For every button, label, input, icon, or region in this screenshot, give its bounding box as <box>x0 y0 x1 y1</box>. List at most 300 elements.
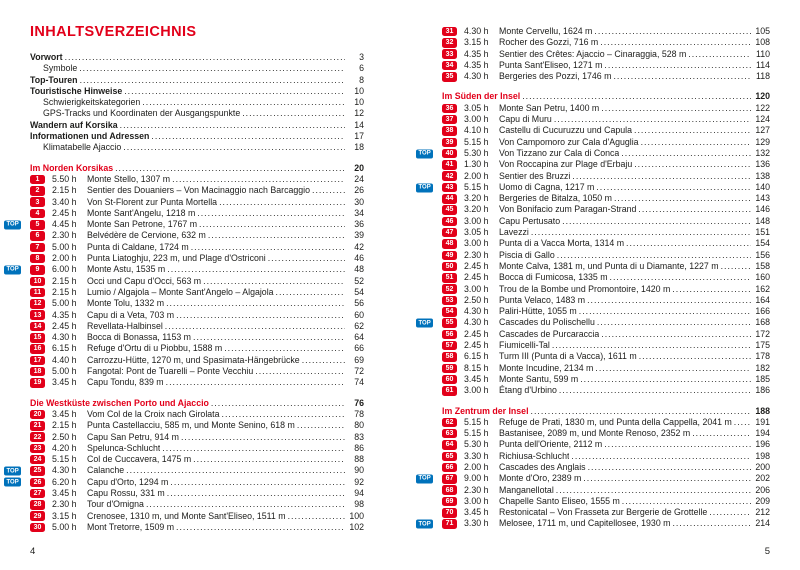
entry-page-number: 18 <box>354 142 364 153</box>
dot-leader <box>79 63 345 74</box>
dot-leader <box>600 37 751 48</box>
tour-duration: 4.35 h <box>464 59 489 70</box>
tour-duration: 3.00 h <box>464 215 489 226</box>
tour-number-badge: 16 <box>30 344 45 354</box>
dot-leader <box>276 287 345 298</box>
dot-leader <box>721 261 751 272</box>
tour-page-number: 64 <box>354 332 364 343</box>
front-matter-list <box>30 52 364 154</box>
dot-leader <box>634 125 751 136</box>
tour-page-number: 132 <box>755 147 770 158</box>
tour-duration: 2.15 h <box>52 185 77 196</box>
dot-leader <box>191 242 345 253</box>
toc-front-matter-row <box>30 142 364 153</box>
entry-label: Touristische Hinweise <box>30 85 123 96</box>
tour-number-badge: 36 <box>442 104 457 114</box>
dot-leader <box>219 197 345 208</box>
tour-title: Capu San Petru, 914 m <box>87 431 179 442</box>
toc-tour-row <box>30 355 364 366</box>
dot-leader <box>120 120 345 131</box>
toc-tour-row <box>442 284 770 295</box>
toc-tour-row <box>418 473 770 484</box>
toc-tour-row <box>442 428 770 439</box>
toc-tour-row <box>30 242 364 253</box>
toc-tour-row <box>30 298 364 309</box>
dot-leader <box>597 317 751 328</box>
tour-title: Monte Santu, 599 m <box>499 373 579 384</box>
section-heading: Im Süden der Insel <box>442 91 521 102</box>
toc-tour-row <box>442 103 770 114</box>
dot-leader <box>255 366 345 377</box>
top-tour-badge: TOP <box>4 265 21 274</box>
tour-duration: 3.45 h <box>52 377 77 388</box>
dot-leader <box>522 91 751 102</box>
tour-number-badge: 43 <box>442 183 457 193</box>
entry-label: GPS-Tracks und Koordinaten der Ausgangspunkte <box>43 108 241 119</box>
tour-title: Capu di Muru <box>499 114 552 125</box>
dot-leader <box>556 485 751 496</box>
dot-leader <box>222 409 345 420</box>
tour-number-badge: 24 <box>30 455 45 465</box>
tour-number-badge: 48 <box>442 239 457 249</box>
tour-title: Punta Sant'Eliseo, 1271 m <box>499 59 603 70</box>
tour-title: Cascades des Anglais <box>499 461 586 472</box>
dot-leader <box>172 174 345 185</box>
toc-tour-row <box>6 465 364 476</box>
toc-tour-row <box>442 451 770 462</box>
tour-number-badge: 22 <box>30 432 45 442</box>
section-heading: Im Zentrum der Insel <box>442 405 529 416</box>
tour-number-badge: 14 <box>30 322 45 332</box>
tour-title: Manganellotal <box>499 484 554 495</box>
toc-tour-row <box>30 253 364 264</box>
toc-tour-row <box>30 488 364 499</box>
tour-number-badge: 37 <box>442 115 457 125</box>
tour-title: Monte San Petrone, 1767 m <box>87 219 198 230</box>
tour-page-number: 129 <box>755 136 770 147</box>
tour-page-number: 72 <box>354 366 364 377</box>
tour-title: Cascades de Purcaraccia <box>499 328 600 339</box>
dot-leader <box>604 439 751 450</box>
tour-page-number: 148 <box>755 215 770 226</box>
tour-duration: 5.15 h <box>464 136 489 147</box>
dot-leader <box>557 250 751 261</box>
tour-number-badge: 59 <box>442 364 457 374</box>
tour-number-badge: 7 <box>30 243 45 253</box>
tour-title: Étang d'Urbino <box>499 385 557 396</box>
tour-duration: 2.45 h <box>52 320 77 331</box>
tour-title: Chapelle Santo Eliseo, 1555 m <box>499 495 620 506</box>
tour-duration: 3.15 h <box>464 37 489 48</box>
dot-leader <box>531 227 751 238</box>
top-tour-badge: TOP <box>4 467 21 476</box>
section-heading-row <box>442 406 770 417</box>
toc-tour-row <box>442 417 770 428</box>
tour-page-number: 212 <box>755 507 770 518</box>
entry-label: Schwierigkeitskategorien <box>43 97 141 108</box>
dot-leader <box>167 264 345 275</box>
dot-leader <box>634 159 751 170</box>
dot-leader <box>614 193 751 204</box>
tour-number-badge: 2 <box>30 186 45 196</box>
tour-title: Monte Stello, 1307 m <box>87 173 171 184</box>
tour-duration: 2.50 h <box>464 294 489 305</box>
tour-page-number: 140 <box>755 181 770 192</box>
tour-duration: 4.35 h <box>52 309 77 320</box>
tour-number-badge: 69 <box>442 497 457 507</box>
section-heading-row <box>442 91 770 102</box>
dot-leader <box>312 185 345 196</box>
tour-number-badge: 18 <box>30 367 45 377</box>
tour-duration: 4.30 h <box>464 71 489 82</box>
dot-leader <box>552 340 751 351</box>
tour-page-number: 182 <box>755 362 770 373</box>
tour-number-badge: 28 <box>30 500 45 510</box>
tour-number-badge: 26 <box>30 478 45 488</box>
toc-section <box>6 397 364 534</box>
dot-leader <box>123 142 345 153</box>
toc-tour-row <box>442 363 770 374</box>
tour-title: Restonicatal – Von Frasseta zur Bergerie de Grottelle <box>499 507 708 518</box>
toc-tour-row <box>442 272 770 283</box>
book-page-number-right: 5 <box>764 546 770 557</box>
tour-duration: 6.00 h <box>52 264 77 275</box>
tour-page-number: 158 <box>755 260 770 271</box>
toc-section <box>442 26 770 82</box>
tour-title: Capu d'Orto, 1294 m <box>87 476 169 487</box>
tour-page-number: 24 <box>354 173 364 184</box>
tour-title: Calanche <box>87 465 125 476</box>
dot-leader <box>193 454 345 465</box>
tour-page-number: 66 <box>354 343 364 354</box>
tour-duration: 3.45 h <box>52 487 77 498</box>
dot-leader <box>595 363 751 374</box>
tour-number-badge: 47 <box>442 228 457 238</box>
tour-duration: 3.00 h <box>464 385 489 396</box>
tour-duration: 5.00 h <box>52 298 77 309</box>
dot-leader <box>268 253 345 264</box>
toc-front-matter-row <box>30 97 364 108</box>
dot-leader <box>604 60 751 71</box>
tour-number-badge: 17 <box>30 356 45 366</box>
entry-label: Vorwort <box>30 52 63 62</box>
tour-duration: 5.15 h <box>464 181 489 192</box>
tour-page-number: 94 <box>354 487 364 498</box>
toc-tour-row <box>442 159 770 170</box>
top-tour-badge: TOP <box>416 520 433 529</box>
toc-tour-row <box>442 374 770 385</box>
tour-page-number: 74 <box>354 377 364 388</box>
toc-tour-row <box>30 432 364 443</box>
tour-number-badge: 67 <box>442 474 457 484</box>
tour-duration: 2.15 h <box>52 420 77 431</box>
tour-number-badge: 50 <box>442 262 457 272</box>
tour-page-number: 122 <box>755 102 770 113</box>
tour-title: Capu di a Veta, 703 m <box>87 309 175 320</box>
dot-leader <box>562 216 751 227</box>
entry-page-number: 10 <box>354 97 364 108</box>
dot-leader <box>622 496 751 507</box>
tour-title: Punta Castellacciu, 585 m, und Monte Senino, 618 m <box>87 420 295 431</box>
tour-number-badge: 31 <box>442 27 457 37</box>
tour-duration: 8.15 h <box>464 362 489 373</box>
toc-tour-row <box>6 476 364 488</box>
toc-tour-row <box>442 250 770 261</box>
tour-number-badge: 29 <box>30 511 45 521</box>
dot-leader <box>65 52 345 63</box>
tour-duration: 2.30 h <box>464 484 489 495</box>
dot-leader <box>601 329 751 340</box>
toc-tour-row <box>418 147 770 159</box>
tour-page-number: 151 <box>755 227 770 238</box>
tour-duration: 2.50 h <box>52 431 77 442</box>
tour-number-badge: 46 <box>442 217 457 227</box>
toc-section <box>418 405 770 530</box>
tour-duration: 2.15 h <box>52 286 77 297</box>
tour-duration: 4.35 h <box>464 48 489 59</box>
tour-duration: 3.30 h <box>464 518 489 529</box>
toc-tour-row <box>442 227 770 238</box>
tour-number-badge: 57 <box>442 341 457 351</box>
tour-duration: 4.30 h <box>52 332 77 343</box>
toc-section <box>418 91 770 396</box>
tour-title: Col de Cuccavera, 1475 m <box>87 454 192 465</box>
tour-number-badge: 44 <box>442 194 457 204</box>
dot-leader <box>146 499 345 510</box>
dot-leader <box>80 75 345 86</box>
tour-page-number: 98 <box>354 499 364 510</box>
section-heading-row <box>30 398 364 409</box>
tour-page-number: 86 <box>354 442 364 453</box>
tour-duration: 3.20 h <box>464 193 489 204</box>
toc-front-matter-row <box>30 120 364 131</box>
tour-title: Monte San Petru, 1400 m <box>499 102 600 113</box>
tour-duration: 5.00 h <box>52 241 77 252</box>
tour-number-badge: 33 <box>442 49 457 59</box>
toc-tour-row <box>442 385 770 396</box>
tour-duration: 6.15 h <box>52 343 77 354</box>
top-tour-badge: TOP <box>4 478 21 487</box>
tour-duration: 3.30 h <box>464 450 489 461</box>
dot-leader <box>672 518 751 529</box>
tour-title: Von Bonifacio zum Paragan-Strand <box>499 204 637 215</box>
toc-front-matter-row <box>30 108 364 119</box>
entry-label: Klimatabelle Ajaccio <box>43 142 122 153</box>
tour-duration: 4.30 h <box>464 317 489 328</box>
book-page-number-left: 4 <box>30 546 36 557</box>
tour-page-number: 196 <box>755 439 770 450</box>
dot-leader <box>641 137 751 148</box>
toc-tour-row <box>442 261 770 272</box>
toc-tour-row <box>442 462 770 473</box>
tour-duration: 2.30 h <box>464 249 489 260</box>
tour-duration: 5.30 h <box>464 439 489 450</box>
dot-leader <box>672 284 751 295</box>
tour-title: Paliri-Hütte, 1055 m <box>499 306 577 317</box>
tour-page-number: 42 <box>354 241 364 252</box>
tour-title: Rocher des Gozzi, 716 m <box>499 37 599 48</box>
dot-leader <box>613 71 751 82</box>
tour-title: Capu Tondu, 839 m <box>87 377 164 388</box>
toc-tour-row <box>442 204 770 215</box>
toc-tour-row <box>442 171 770 182</box>
tour-number-badge: 4 <box>30 209 45 219</box>
dot-leader <box>572 171 751 182</box>
toc-tour-row <box>30 499 364 510</box>
tour-number-badge: 21 <box>30 421 45 431</box>
tour-duration: 2.30 h <box>52 499 77 510</box>
tour-page-number: 194 <box>755 428 770 439</box>
toc-tour-row <box>442 439 770 450</box>
dot-leader <box>242 108 345 119</box>
tour-page-number: 100 <box>349 510 364 521</box>
toc-tour-row <box>30 377 364 388</box>
tour-page-number: 46 <box>354 253 364 264</box>
tour-page-number: 26 <box>354 185 364 196</box>
tour-title: Uomo di Cagna, 1217 m <box>499 181 595 192</box>
dot-leader <box>626 238 751 249</box>
tour-title: Cascades du Polischellu <box>499 317 595 328</box>
tour-page-number: 92 <box>354 476 364 487</box>
entry-page-number: 10 <box>354 85 364 96</box>
dot-leader <box>709 507 751 518</box>
tour-page-number: 202 <box>755 473 770 484</box>
tour-number-badge: 3 <box>30 197 45 207</box>
tour-number-badge: 12 <box>30 299 45 309</box>
dot-leader <box>601 103 751 114</box>
tour-number-badge: 54 <box>442 307 457 317</box>
dot-leader <box>580 374 751 385</box>
tour-duration: 3.00 h <box>464 238 489 249</box>
toc-tour-row <box>442 295 770 306</box>
dot-leader <box>199 219 345 230</box>
dot-leader <box>224 343 345 354</box>
entry-page-number: 14 <box>354 119 364 130</box>
section-tours <box>442 26 770 82</box>
tour-title: Punta Liatoghju, 223 m, und Plage d'Ostriconi <box>87 253 266 264</box>
tour-title: Bastanisee, 2089 m, und Monte Renoso, 2352 m <box>499 428 691 439</box>
tour-page-number: 156 <box>755 249 770 260</box>
tour-title: Monte Incudine, 2134 m <box>499 362 594 373</box>
tour-duration: 2.00 h <box>52 253 77 264</box>
tour-title: Crenosee, 1310 m, und Monte Sant'Eliseo, 1511 m <box>87 510 286 521</box>
toc-front-matter-row <box>30 75 364 86</box>
dot-leader <box>302 355 345 366</box>
toc-section <box>6 162 364 389</box>
tour-page-number: 185 <box>755 373 770 384</box>
toc-tour-row <box>442 329 770 340</box>
dot-leader <box>587 295 751 306</box>
tour-page-number: 154 <box>755 238 770 249</box>
toc-tour-row <box>30 409 364 420</box>
tour-duration: 2.45 h <box>464 328 489 339</box>
toc-tour-row <box>30 185 364 196</box>
tour-number-badge: 39 <box>442 138 457 148</box>
tour-duration: 2.30 h <box>52 230 77 241</box>
dot-leader <box>176 310 345 321</box>
dot-leader <box>176 522 345 533</box>
tour-duration: 5.15 h <box>464 428 489 439</box>
toc-tour-row <box>6 264 364 275</box>
tour-number-badge: 23 <box>30 444 45 454</box>
top-tour-badge: TOP <box>416 474 433 483</box>
section-page-number: 188 <box>755 405 770 416</box>
toc-tour-row <box>30 321 364 332</box>
tour-page-number: 164 <box>755 294 770 305</box>
right-sections <box>418 26 770 530</box>
tour-title: Sentier des Crêtes: Ajaccio – Cinaraggia, 528 m <box>499 48 687 59</box>
tour-number-badge: 52 <box>442 284 457 294</box>
tour-number-badge: 40 <box>442 149 457 159</box>
tour-duration: 2.15 h <box>52 275 77 286</box>
dot-leader <box>596 182 751 193</box>
dot-leader <box>193 332 345 343</box>
tour-title: Bergeries de Bitalza, 1050 m <box>499 193 612 204</box>
tour-number-badge: 20 <box>30 410 45 420</box>
toc-tour-row <box>442 496 770 507</box>
toc-front-matter-row <box>30 63 364 74</box>
tour-page-number: 110 <box>755 48 770 59</box>
entry-page-number: 6 <box>359 63 364 74</box>
toc-tour-row <box>442 37 770 48</box>
tour-page-number: 146 <box>755 204 770 215</box>
tour-title: Von Campomoro zur Cala d'Aguglia <box>499 136 639 147</box>
tour-title: Tour d'Omigna <box>87 499 144 510</box>
dot-leader <box>692 428 751 439</box>
tour-number-badge: 65 <box>442 452 457 462</box>
toc-tour-row <box>30 287 364 298</box>
tour-duration: 5.00 h <box>52 366 77 377</box>
tour-title: Vom Col de la Croix nach Girolata <box>87 408 220 419</box>
tour-title: Fangotal: Pont de Tuarelli – Ponte Vecchiu <box>87 366 254 377</box>
tour-duration: 2.45 h <box>464 340 489 351</box>
tour-title: Carrozzu-Hütte, 1270 m, und Spasimata-Hängebrücke <box>87 354 300 365</box>
tour-duration: 3.45 h <box>464 373 489 384</box>
section-page-number: 20 <box>354 162 364 173</box>
section-page-number: 76 <box>354 397 364 408</box>
tour-title: Lumio / Algajola – Monte Sant'Angelo – Algajola <box>87 286 274 297</box>
tour-title: Trou de la Bombe und Promontoire, 1420 m <box>499 283 671 294</box>
tour-number-badge: 58 <box>442 352 457 362</box>
tour-page-number: 214 <box>755 518 770 529</box>
tour-title: Monte Calva, 1381 m, und Punta di u Diamante, 1227 m <box>499 260 719 271</box>
tour-duration: 4.10 h <box>464 125 489 136</box>
dot-leader <box>208 230 345 241</box>
toc-tour-row <box>418 181 770 193</box>
toc-tour-row <box>418 518 770 529</box>
toc-tour-row <box>442 216 770 227</box>
tour-duration: 5.15 h <box>464 416 489 427</box>
section-tours <box>6 408 364 533</box>
tour-title: Sentier des Douaniers – Von Macinaggio nach Barcaggio <box>87 185 310 196</box>
tour-duration: 5.00 h <box>52 521 77 532</box>
section-heading-row <box>30 163 364 174</box>
toc-tour-row <box>442 507 770 518</box>
section-heading: Im Norden Korsikas <box>30 162 114 173</box>
tour-page-number: 88 <box>354 454 364 465</box>
tour-number-badge: 32 <box>442 38 457 48</box>
tour-page-number: 30 <box>354 196 364 207</box>
tour-title: Bergeries des Pozzi, 1746 m <box>499 71 612 82</box>
top-tour-badge: TOP <box>416 319 433 328</box>
tour-duration: 4.30 h <box>52 465 77 476</box>
top-tour-badge: TOP <box>416 149 433 158</box>
toc-tour-row <box>30 197 364 208</box>
tour-title: Refuge d'Ortu di u Piobbu, 1588 m <box>87 343 223 354</box>
tour-number-badge: 49 <box>442 251 457 261</box>
tour-title: Melosee, 1711 m, und Capitellosee, 1930 m <box>499 518 671 529</box>
dot-leader <box>531 406 751 417</box>
